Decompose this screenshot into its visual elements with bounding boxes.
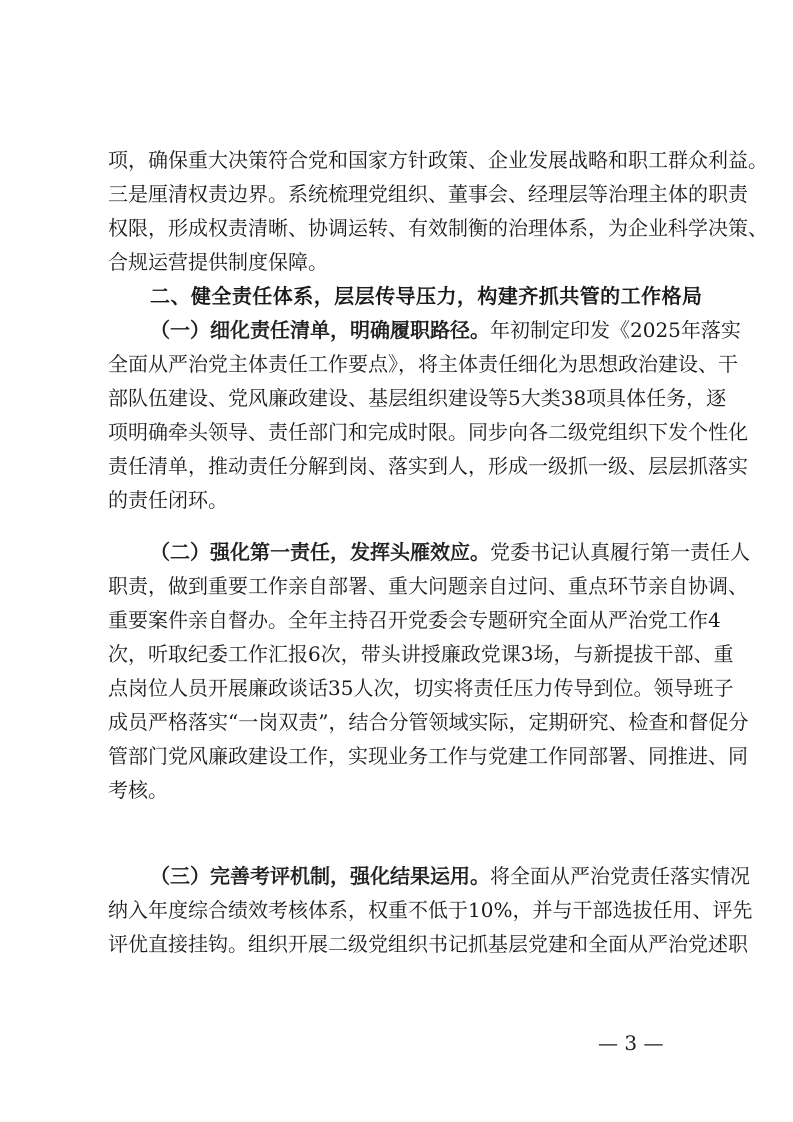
text-line: 项明确牵头领导、责任部门和完成时限。同步向各二级党组织下发个性化 xyxy=(108,420,748,444)
text-line: 纳入年度综合绩效考核体系，权重不低于10%，并与干部选拔任用、评先 xyxy=(108,898,753,922)
paragraph-governance-continued xyxy=(108,143,768,279)
paragraph-lead: （一）细化责任清单，明确履职路径。 xyxy=(150,318,490,342)
text-line: 考核。 xyxy=(108,778,168,802)
text-run: 年初制定印发《2025年落实 xyxy=(490,318,741,342)
text-line: 次，听取纪委工作汇报6次，带头讲授廉政党课3场，与新提拔干部、重 xyxy=(108,642,734,666)
paragraph-lead: （三）完善考评机制，强化结果运用。 xyxy=(150,864,490,888)
text-line xyxy=(108,535,750,569)
text-line: 重要案件亲自督办。全年主持召开党委会专题研究全面从严治党工作4 xyxy=(108,608,721,632)
text-line xyxy=(108,313,741,347)
text-line: 点岗位人员开展廉政谈话35人次，切实将责任压力传导到位。领导班子 xyxy=(108,676,734,700)
text-line: 评优直接挂钩。组织开展二级党组织书记抓基层党建和全面从严治党述职 xyxy=(108,932,748,956)
text-line: 管部门党风廉政建设工作，实现业务工作与党建工作同部署、同推进、同 xyxy=(108,744,748,768)
text-line: 权限，形成权责清晰、协调运转、有效制衡的治理体系，为企业科学决策、 xyxy=(108,216,768,240)
paragraph-lead: （二）强化第一责任，发挥头雁效应。 xyxy=(150,540,490,564)
paragraph-evaluation-mechanism xyxy=(108,859,753,961)
section-heading: 二、健全责任体系，层层传导压力，构建齐抓共管的工作格局 xyxy=(150,284,702,308)
text-line: 职责，做到重要工作亲自部署、重大问题亲自过问、重点环节亲自协调、 xyxy=(108,574,748,598)
page-number: — 3 — xyxy=(598,1031,664,1055)
text-line: 项，确保重大决策符合党和国家方针政策、企业发展战略和职工群众利益。 xyxy=(108,148,768,172)
text-line: 的责任闭环。 xyxy=(108,488,228,512)
text-line: 责任清单，推动责任分解到岗、落实到人，形成一级抓一级、层层抓落实 xyxy=(108,454,748,478)
text-line: 成员严格落实“一岗双责”，结合分管领域实际，定期研究、检查和督促分 xyxy=(108,710,749,734)
text-line: 部队伍建设、党风廉政建设、基层组织建设等5大类38项具体任务，逐 xyxy=(108,386,727,410)
paragraph-responsibility-list xyxy=(108,313,748,517)
text-run: 党委书记认真履行第一责任人 xyxy=(490,540,750,564)
text-run: 将全面从严治党责任落实情况 xyxy=(490,864,750,888)
paragraph-first-responsibility xyxy=(108,535,750,807)
text-line: 全面从严治党主体责任工作要点》，将主体责任细化为思想政治建设、干 xyxy=(108,352,738,376)
text-line: 三是厘清权责边界。系统梳理党组织、董事会、经理层等治理主体的职责 xyxy=(108,182,748,206)
text-line xyxy=(108,859,750,893)
text-line: 合规运营提供制度保障。 xyxy=(108,250,328,274)
